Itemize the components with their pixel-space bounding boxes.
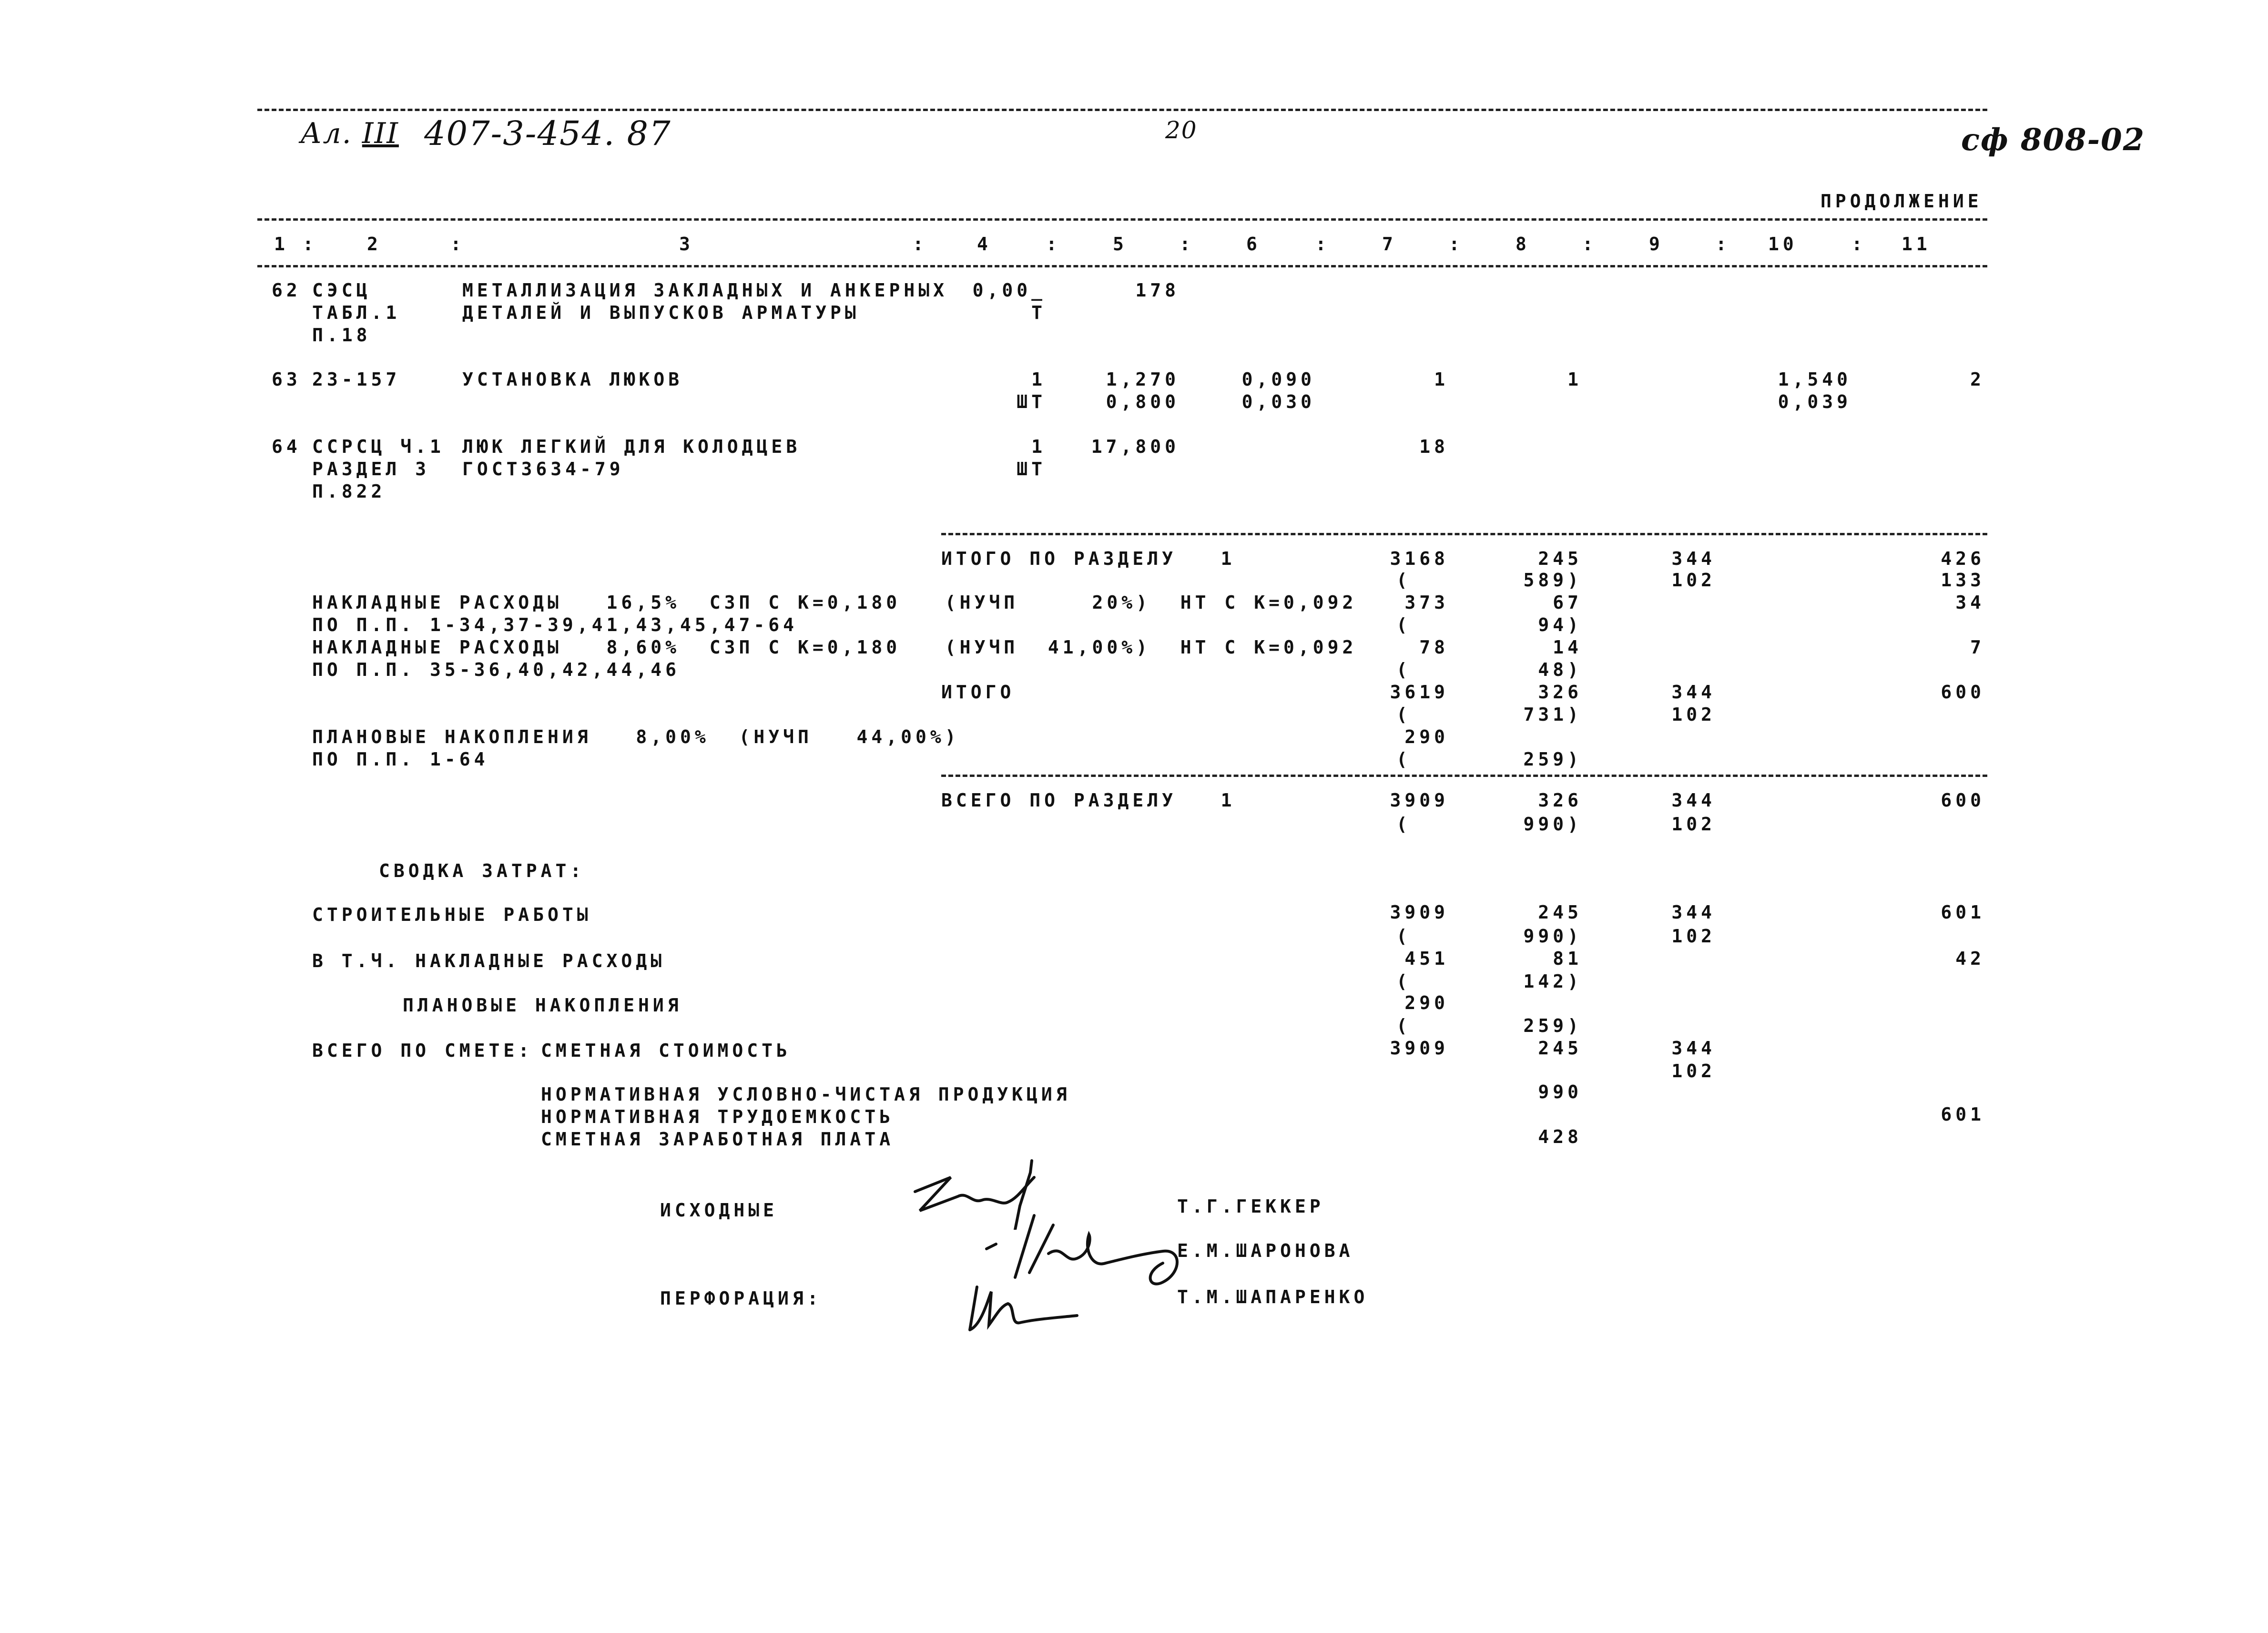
paren: ( xyxy=(1396,926,1411,947)
page-number: 20 xyxy=(1165,116,1198,144)
estimated-cost-col7: 3909 xyxy=(1390,1038,1449,1059)
section-total-col9: 344 xyxy=(1671,548,1716,569)
item-col5: 17,800 xyxy=(1091,436,1180,457)
top-rule xyxy=(257,109,1987,111)
construction-works-col7: 3909 xyxy=(1390,902,1449,923)
item-code: 23-157 xyxy=(312,369,401,390)
col-sep: : xyxy=(1180,234,1194,255)
subtotal-label: ИТОГО xyxy=(941,682,1015,703)
planned-savings-col8: 259) xyxy=(1523,749,1582,770)
item-col7: 1 xyxy=(1434,369,1449,390)
paren: ( xyxy=(1396,1015,1411,1036)
paren: ( xyxy=(1396,659,1411,680)
paren: ( xyxy=(1396,704,1411,725)
item-col6: 0,030 xyxy=(1241,391,1315,412)
overhead-1-col7: 373 xyxy=(1404,592,1449,613)
item-quantity: 1 xyxy=(1031,369,1046,390)
section-total-col8: 245 xyxy=(1538,548,1582,569)
item-number: 63 xyxy=(272,369,301,390)
estimated-cost-col8: 245 xyxy=(1538,1038,1582,1059)
planned-savings-summary-col8: 259) xyxy=(1523,1015,1582,1036)
continuation-label: ПРОДОЛЖЕНИЕ xyxy=(1821,191,1983,212)
overhead-1-label: НАКЛАДНЫЕ РАСХОДЫ 16,5% СЗП С К=0,180 (НУЧП 20%) НТ С К=0,092 xyxy=(312,592,1357,613)
item-code: РАЗДЕЛ 3 xyxy=(312,459,430,480)
item-col7: 18 xyxy=(1419,436,1449,457)
header-rule-top xyxy=(257,218,1987,221)
overhead-2-col8: 14 xyxy=(1553,637,1582,658)
item-col8: 1 xyxy=(1567,369,1582,390)
item-col10: 0,039 xyxy=(1778,391,1851,412)
col-2: 2 xyxy=(367,234,382,255)
col-7: 7 xyxy=(1382,234,1397,255)
item-col11: 2 xyxy=(1970,369,1985,390)
summary-title: СВОДКА ЗАТРАТ: xyxy=(379,860,585,881)
item-code: ТАБЛ.1 xyxy=(312,302,401,323)
grand-total-rule xyxy=(941,775,1987,777)
section-grand-total-col7: 3909 xyxy=(1390,790,1449,811)
col-5: 5 xyxy=(1113,234,1128,255)
col-sep: : xyxy=(1582,234,1597,255)
item-col6: 0,090 xyxy=(1241,369,1315,390)
overhead-2-col11: 7 xyxy=(1970,637,1985,658)
including-overhead-col8: 81 xyxy=(1553,948,1582,969)
overhead-1-items: ПО П.П. 1-34,37-39,41,43,45,47-64 xyxy=(312,614,798,635)
col-6: 6 xyxy=(1246,234,1261,255)
subtotal-col8: 326 xyxy=(1538,682,1582,703)
paren: ( xyxy=(1396,614,1411,635)
section-total-col11: 426 xyxy=(1941,548,1985,569)
signatory-1: Т.Г.ГЕККЕР xyxy=(1177,1196,1324,1217)
estimated-cost-label: СМЕТНАЯ СТОИМОСТЬ xyxy=(541,1040,791,1061)
normative-labor-value: 601 xyxy=(1941,1104,1985,1125)
col-sep: : xyxy=(1315,234,1330,255)
col-9: 9 xyxy=(1649,234,1664,255)
item-quantity: 0,00_ xyxy=(972,280,1046,301)
item-code: ССРСЦ Ч.1 xyxy=(312,436,445,457)
overhead-2-items: ПО П.П. 35-36,40,42,44,46 xyxy=(312,659,680,680)
signatory-2: Е.М.ШАРОНОВА xyxy=(1177,1240,1354,1261)
subtotal-col7: 3619 xyxy=(1390,682,1449,703)
item-col5: 0,800 xyxy=(1106,391,1180,412)
including-overhead-col7: 451 xyxy=(1404,948,1449,969)
planned-savings-items: ПО П.П. 1-64 xyxy=(312,749,489,770)
item-unit: ШТ xyxy=(1017,459,1046,480)
overhead-2-col7: 78 xyxy=(1419,637,1449,658)
overhead-1-col11: 34 xyxy=(1955,592,1985,613)
section-grand-total-label: ВСЕГО ПО РАЗДЕЛУ 1 xyxy=(941,790,1236,811)
album-label: Ал. III xyxy=(300,117,399,150)
item-unit: ШТ xyxy=(1017,391,1046,412)
item-name: УСТАНОВКА ЛЮКОВ xyxy=(462,369,683,390)
item-code: П.822 xyxy=(312,481,386,502)
header-rule-bottom xyxy=(257,265,1987,267)
construction-works-col9: 344 xyxy=(1671,902,1716,923)
signatory-3: Т.М.ШАПАРЕНКО xyxy=(1177,1286,1369,1307)
construction-works-col9: 102 xyxy=(1671,926,1716,947)
subtotal-col8: 731) xyxy=(1523,704,1582,725)
item-number: 62 xyxy=(272,280,301,301)
paren: ( xyxy=(1396,814,1411,835)
including-overhead-col8: 142) xyxy=(1523,971,1582,992)
item-col5: 1,270 xyxy=(1106,369,1180,390)
normative-labor-label: НОРМАТИВНАЯ ТРУДОЕМКОСТЬ xyxy=(541,1106,895,1127)
item-code: П.18 xyxy=(312,325,371,346)
overhead-2-label: НАКЛАДНЫЕ РАСХОДЫ 8,60% СЗП С К=0,180 (НУЧП 41,00%) НТ С К=0,092 xyxy=(312,637,1357,658)
estimated-cost-col9: 102 xyxy=(1671,1061,1716,1082)
construction-works-col8: 990) xyxy=(1523,926,1582,947)
construction-works-col11: 601 xyxy=(1941,902,1985,923)
item-name: ЛЮК ЛЕГКИЙ ДЛЯ КОЛОДЦЕВ xyxy=(462,436,801,457)
col-8: 8 xyxy=(1515,234,1530,255)
col-3: 3 xyxy=(679,234,694,255)
planned-savings-col7: 290 xyxy=(1404,726,1449,747)
planned-savings-summary-col7: 290 xyxy=(1404,992,1449,1013)
col-sep: : xyxy=(1716,234,1730,255)
col-4: 4 xyxy=(977,234,992,255)
item-name: ГОСТ3634-79 xyxy=(462,459,624,480)
planned-savings-label: ПЛАНОВЫЕ НАКОПЛЕНИЯ 8,00% (НУЧП 44,00%) xyxy=(312,726,960,747)
section-grand-total-col9: 102 xyxy=(1671,814,1716,835)
col-sep: : xyxy=(1046,234,1061,255)
document-code: сф 808-02 xyxy=(1961,122,2146,158)
paren: ( xyxy=(1396,749,1411,770)
section-total-col11: 133 xyxy=(1941,570,1985,591)
col-sep: : xyxy=(913,234,927,255)
subtotal-col9: 102 xyxy=(1671,704,1716,725)
col-sep: : xyxy=(1851,234,1866,255)
subtotal-col9: 344 xyxy=(1671,682,1716,703)
section-grand-total-col8: 990) xyxy=(1523,814,1582,835)
totals-rule xyxy=(941,533,1987,535)
section-total-col7: 3168 xyxy=(1390,548,1449,569)
estimated-wages-value: 428 xyxy=(1538,1126,1582,1147)
item-col5: 178 xyxy=(1135,280,1180,301)
including-overhead-col11: 42 xyxy=(1955,948,1985,969)
normative-product-value: 990 xyxy=(1538,1082,1582,1102)
estimated-wages-label: СМЕТНАЯ ЗАРАБОТНАЯ ПЛАТА xyxy=(541,1129,895,1150)
normative-product-label: НОРМАТИВНАЯ УСЛОВНО-ЧИСТАЯ ПРОДУКЦИЯ xyxy=(541,1084,1071,1105)
estimate-total-label: ВСЕГО ПО СМЕТЕ: xyxy=(312,1040,533,1061)
construction-works-label: СТРОИТЕЛЬНЫЕ РАБОТЫ xyxy=(312,904,592,925)
construction-works-col8: 245 xyxy=(1538,902,1582,923)
section-grand-total-col9: 344 xyxy=(1671,790,1716,811)
estimated-cost-col9: 344 xyxy=(1671,1038,1716,1059)
source-data-label: ИСХОДНЫЕ xyxy=(660,1200,778,1221)
col-11: 11 xyxy=(1902,234,1931,255)
col-1: 1 xyxy=(274,234,289,255)
handwritten-signature-3 xyxy=(963,1277,1106,1339)
including-overhead-label: В Т.Ч. НАКЛАДНЫЕ РАСХОДЫ xyxy=(312,950,666,971)
paren: ( xyxy=(1396,570,1411,591)
section-total-label: ИТОГО ПО РАЗДЕЛУ 1 xyxy=(941,548,1236,569)
item-unit: Т xyxy=(1031,302,1046,323)
col-10: 10 xyxy=(1768,234,1798,255)
planned-savings-summary-label: ПЛАНОВЫЕ НАКОПЛЕНИЯ xyxy=(403,995,682,1016)
item-col10: 1,540 xyxy=(1778,369,1851,390)
item-name: МЕТАЛЛИЗАЦИЯ ЗАКЛАДНЫХ И АНКЕРНЫХ xyxy=(462,280,948,301)
section-grand-total-col8: 326 xyxy=(1538,790,1582,811)
section-total-col8: 589) xyxy=(1523,570,1582,591)
col-sep: : xyxy=(450,234,465,255)
overhead-2-col8: 48) xyxy=(1538,659,1582,680)
col-sep: : xyxy=(1449,234,1464,255)
section-grand-total-col11: 600 xyxy=(1941,790,1985,811)
item-name: ДЕТАЛЕЙ И ВЫПУСКОВ АРМАТУРЫ xyxy=(462,302,860,323)
paren: ( xyxy=(1396,971,1411,992)
subtotal-col11: 600 xyxy=(1941,682,1985,703)
perforation-label: ПЕРФОРАЦИЯ: xyxy=(660,1288,822,1309)
overhead-1-col8: 67 xyxy=(1553,592,1582,613)
project-number: 407-3-454. 87 xyxy=(424,114,671,153)
overhead-1-col8: 94) xyxy=(1538,614,1582,635)
section-total-col9: 102 xyxy=(1671,570,1716,591)
item-code: СЭСЦ xyxy=(312,280,371,301)
item-number: 64 xyxy=(272,436,301,457)
col-separators: : xyxy=(303,234,317,255)
item-quantity: 1 xyxy=(1031,436,1046,457)
